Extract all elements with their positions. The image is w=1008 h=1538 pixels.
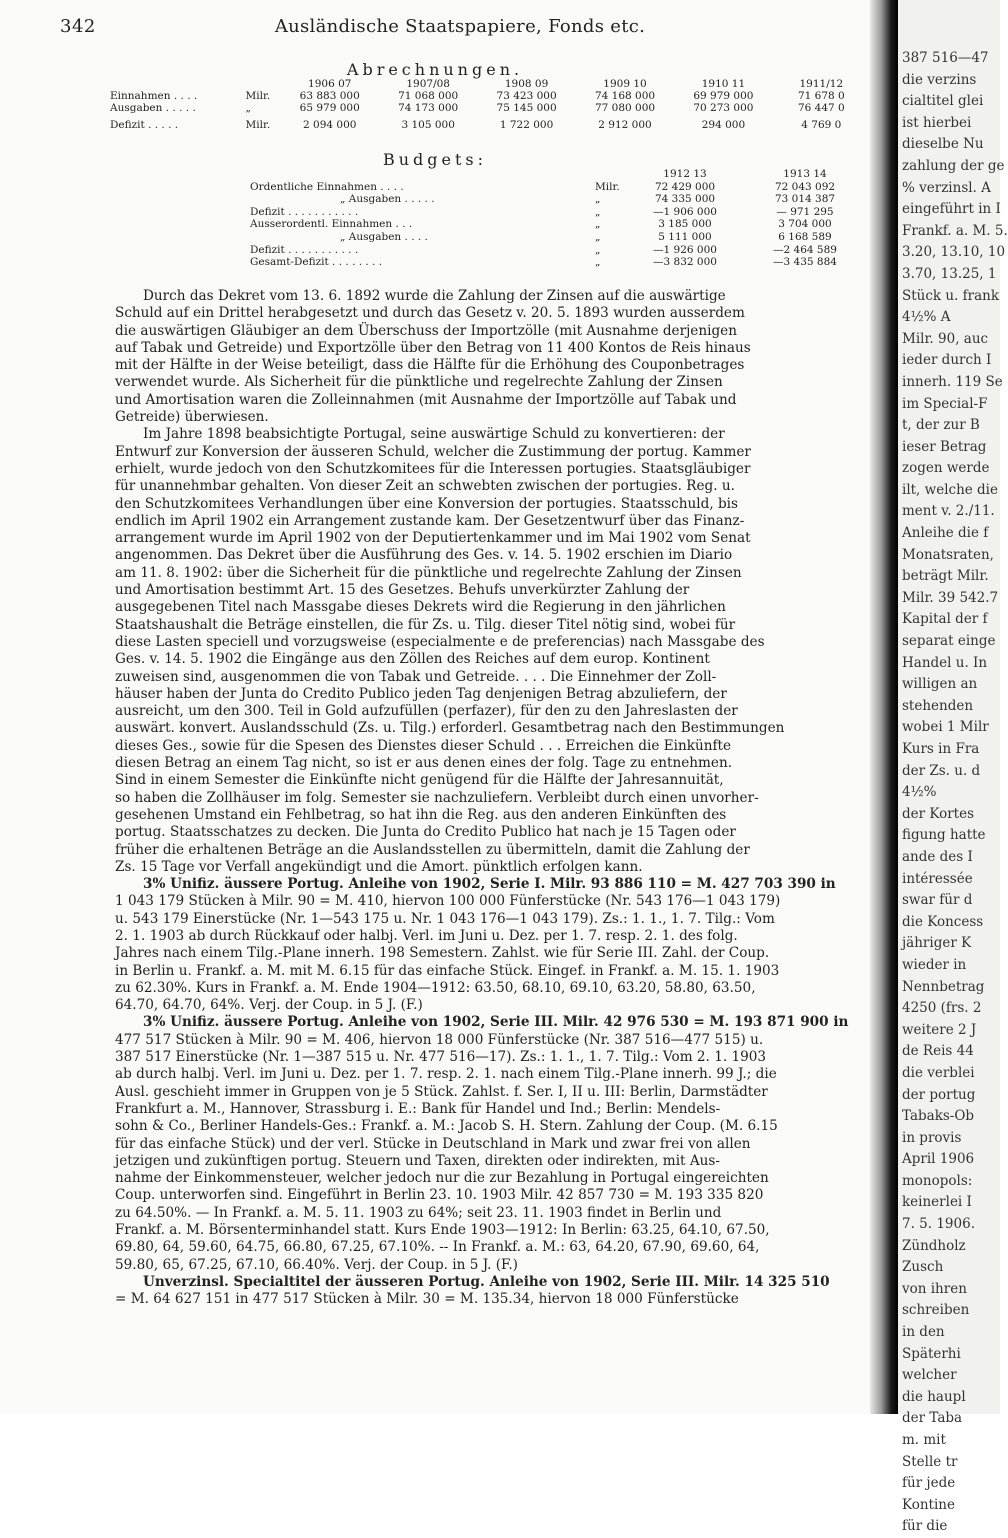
text-line: diese Lasten speciell und vorzugsweise (especialmente e de preferencias) nach Massgabe des	[115, 633, 765, 650]
edge-text-line: ilt, welche die	[902, 481, 998, 498]
row-label: Defizit . . . . . . . . . . .	[250, 243, 359, 256]
table-cell: 74 335 000	[654, 193, 716, 206]
text-line: Entwurf zur Konversion der äusseren Schuld, welcher die Zustimmung der portug. Kammer	[115, 443, 751, 460]
table-cell: 70 273 000	[693, 102, 754, 114]
edge-text-line: t, der zur B	[902, 417, 980, 434]
table-cell: —3 435 884	[773, 256, 837, 269]
row-unit: „	[595, 243, 601, 256]
edge-text-line: die haupl	[902, 1388, 966, 1405]
text-line: Coup. unterworfen sind. Eingeführt in Berlin 23. 10. 1903 Milr. 42 857 730 = M. 193 335 820	[115, 1187, 764, 1204]
row-label: „ Ausgaben . . . . .	[340, 193, 435, 206]
text-line: in Berlin u. Frankf. a. M. mit M. 6.15 für das einfache Stück. Eingef. in Frankf. a. M. 15. 1. 1903	[115, 962, 780, 979]
year-header: 1909 10	[603, 78, 647, 90]
table-cell: 294 000	[701, 119, 746, 131]
row-unit: „	[595, 193, 601, 206]
edge-text-line: ieser Betrag	[902, 438, 987, 455]
edge-text-line: wieder in	[902, 956, 967, 973]
edge-text-line: swar für d	[902, 892, 973, 909]
table-row	[250, 231, 865, 244]
table-header-row	[250, 168, 865, 181]
edge-text-line: innerh. 119 Se	[902, 373, 1003, 390]
header-spacer	[110, 78, 246, 90]
table-cell: —1 926 000	[653, 243, 717, 256]
table-cell: —1 906 000	[653, 205, 717, 218]
year-header: 1913 14	[783, 168, 827, 180]
edge-text-line: für jede	[902, 1475, 956, 1492]
body-text	[115, 288, 867, 1309]
row-unit: Milr.	[595, 180, 620, 193]
row-label: Defizit . . . . .	[110, 119, 179, 131]
text-line: auf Tabak und Getreide) und Exportzölle über den Betrag von 11 400 Kontos de Reis hinaus	[115, 339, 751, 356]
text-line: den Schutzkomitees Verhandlungen über eine Konversion der portugies. Staatsschuld, bis	[115, 495, 738, 512]
edge-text-line: der portug	[902, 1086, 976, 1103]
table-cell: 73 014 387	[774, 193, 836, 206]
text-line: angenommen. Das Dekret über die Ausführung des Ges. v. 14. 5. 1902 erschien im Diario	[115, 547, 733, 564]
text-line: 3% Unifiz. äussere Portug. Anleihe von 1902, Serie III. Milr. 42 976 530 = M. 193 871 900 in	[143, 1014, 849, 1031]
year-header: 1906 07	[308, 78, 352, 90]
table-cell: —3 832 000	[653, 256, 717, 269]
table-row	[250, 206, 865, 219]
table-cell: 74 173 000	[398, 102, 459, 114]
row-unit: „	[595, 218, 601, 231]
abrechnungen-table	[110, 78, 870, 131]
text-line: arrangement wurde im April 1902 von der Deputiertenkammer und im Mai 1902 vom Senat	[115, 530, 751, 547]
text-line: 64.70, 64.70, 64%. Verj. der Coup. in 5 J. (F.)	[115, 997, 423, 1014]
table-row	[250, 181, 865, 194]
table-cell: 75 145 000	[496, 102, 557, 114]
edge-text-line: ment v. 2./11.	[902, 503, 995, 520]
edge-text-line: die verblei	[902, 1064, 975, 1081]
text-line: Frankf. a. M. Börsenterminhandel statt. Kurs Ende 1903—1912: In Berlin: 63.25, 64.10, 67.50,	[115, 1222, 770, 1239]
edge-text-line: die verzins	[902, 71, 977, 88]
budgets-heading: Budgets:	[382, 150, 488, 169]
text-line: 1 043 179 Stücken à Milr. 90 = M. 410, hiervon 100 000 Fünferstücke (Nr. 543 176—1 043 179)	[115, 893, 781, 910]
table-cell: 3 105 000	[401, 119, 455, 131]
table-cell: 74 168 000	[594, 90, 656, 102]
edge-text-line: keinerlei I	[902, 1194, 972, 1211]
page-header	[60, 12, 860, 42]
text-line: so haben die Zollhäuser im folg. Semester sie nachzuliefern. Verbleibt durch einen unvorher-	[115, 789, 759, 806]
text-line: und Amortisation waren die Zolleinnahmen (mit Ausnahme der Importzölle auf Tabak und	[115, 391, 737, 408]
text-line: Ges. v. 14. 5. 1902 die Eingänge aus den Zöllen des Reiches auf dem europ. Kontinent	[115, 651, 710, 668]
text-line: Unverzinsl. Specialtitel der äusseren Portug. Anleihe von 1902, Serie III. Milr. 14 325 510	[143, 1273, 830, 1290]
row-unit: Milr.	[245, 90, 271, 102]
table-cell: 4 769 0	[801, 119, 842, 131]
text-line: ausgegebenen Titel nach Massgabe dieses Dekrets wird die Regierung in den jährlichen	[115, 599, 726, 616]
edge-text-line: Zusch	[902, 1259, 944, 1276]
edge-text-line: eingeführt in I	[902, 201, 1001, 218]
table-cell: 63 883 000	[299, 90, 360, 102]
edge-text-line: willigen an	[902, 676, 978, 693]
table-cell: 76 447 0	[797, 102, 845, 114]
edge-text-line: intéressée	[902, 870, 973, 887]
text-line: Durch das Dekret vom 13. 6. 1892 wurde die Zahlung der Zinsen auf die auswärtige	[143, 288, 726, 304]
table-row	[110, 90, 870, 102]
table-cell: —2 464 589	[773, 243, 837, 256]
text-line: verwendet wurde. Als Sicherheit für die pünktliche und regelrechte Zahlung der Zinsen	[115, 374, 723, 391]
table-cell: 1 722 000	[499, 119, 554, 131]
table-cell: 2 094 000	[303, 119, 357, 131]
text-line: Jahres nach einem Tilg.-Plane innerh. 198 Semestern. Zahlst. wie für Serie III. Zahl. der Coup.	[115, 945, 770, 962]
row-label: Ordentliche Einnahmen . . . .	[250, 180, 404, 193]
edge-text-line: Kurs in Fra	[902, 741, 980, 757]
table-cell: 2 912 000	[598, 119, 652, 131]
row-unit: „	[595, 230, 601, 243]
text-line: die auswärtigen Gläubiger an dem Überschuss der Importzölle (mit Ausnahme derjenigen	[115, 322, 737, 339]
row-unit: Milr.	[245, 119, 271, 131]
row-label: „ Ausgaben . . . .	[340, 230, 428, 243]
text-line: auswärt. konvert. Auslandsschuld (Zs. u. Tilg.) erforderl. Gesamtbetrag nach den Bestimmungen	[115, 720, 785, 737]
edge-text-line: dieselbe Nu	[902, 136, 984, 153]
edge-text-line: 4½%	[902, 784, 937, 801]
header-spacer	[595, 168, 625, 181]
edge-text-line: 387 516—47	[902, 50, 989, 66]
text-line: Ausl. geschieht immer in Gruppen von je 5 Stück. Zahlst. f. Ser. I, II u. III: Berlin, Darmstädter	[115, 1083, 768, 1100]
edge-text-line: Zündholz	[902, 1237, 966, 1254]
row-label: Einnahmen . . . .	[110, 90, 198, 102]
edge-text-line: zahlung der ge	[902, 157, 1005, 174]
text-line: nahme der Einkommensteuer, welcher jedoch nur die zur Bezahlung in Portugal eingereichten	[115, 1170, 769, 1187]
edge-text-line: Späterhi	[902, 1345, 961, 1362]
year-header: 1908 09	[504, 78, 549, 90]
edge-text-line: der Zs. u. d	[902, 762, 981, 779]
text-line: zu 64.50%. — In Frankf. a. M. 5. 11. 1903 zu 64%; seit 23. 11. 1903 findet in Berlin und	[115, 1204, 722, 1221]
edge-text-line: schreiben	[902, 1302, 970, 1319]
abrechnungen-heading: Abrechnungen.	[346, 60, 524, 79]
edge-text-line: Frankf. a. M. 5.	[902, 222, 1008, 239]
row-label: Ausserordentl. Einnahmen . . .	[250, 218, 413, 231]
budgets-table	[250, 168, 865, 269]
edge-text-line: wobei 1 Milr	[902, 719, 989, 736]
table-cell: 5 111 000	[658, 230, 712, 243]
edge-text-line: in den	[902, 1324, 945, 1341]
table-cell: 72 043 092	[774, 180, 836, 193]
edge-text-line: Stelle tr	[902, 1453, 958, 1470]
year-header: 1912 13	[663, 168, 707, 180]
edge-text-line: ieder durch I	[902, 352, 992, 369]
table-row	[110, 114, 870, 131]
facing-page-text	[902, 48, 1008, 1538]
row-label: Gesamt-Defizit . . . . . . . .	[250, 256, 383, 269]
edge-text-line: % verzinsl. A	[902, 179, 991, 196]
edge-text-line: 3.20, 13.10, 10	[902, 244, 1006, 261]
edge-text-line: in provis	[902, 1129, 962, 1146]
edge-text-line: zogen werde	[902, 460, 990, 477]
table-cell: 69 979 000	[693, 90, 754, 102]
edge-text-line: de Reis 44	[902, 1043, 974, 1060]
year-header: 1910 11	[701, 78, 746, 90]
table-cell: 73 423 000	[496, 90, 557, 102]
edge-text-line: cialtitel glei	[902, 93, 984, 110]
row-unit: „	[595, 205, 601, 218]
edge-text-line: Nennbetrag	[902, 978, 985, 995]
edge-text-line: 3.70, 13.25, 1	[902, 265, 997, 282]
table-row	[250, 218, 865, 231]
table-row	[110, 102, 870, 114]
text-line: ausreicht, um den 300. Teil in Gold aufzufüllen (perfazer), für den zu den Jahreslasten der	[115, 703, 738, 720]
edge-text-line: separat einge	[902, 633, 996, 650]
text-line: 3% Unifiz. äussere Portug. Anleihe von 1902, Serie I. Milr. 93 886 110 = M. 427 703 390 in	[143, 876, 836, 893]
text-line: Im Jahre 1898 beabsichtigte Portugal, seine auswärtige Schuld zu konvertieren: der	[143, 426, 725, 443]
text-line: 387 517 Einerstücke (Nr. 1—387 515 u. Nr. 477 516—17). Zs.: 1. 1., 1. 7. Tilg.: Vom 2. 1. 1903	[115, 1049, 767, 1066]
edge-text-line: Milr. 90, auc	[902, 330, 989, 347]
table-cell: 72 429 000	[654, 180, 716, 193]
text-line: 477 517 Stücken à Milr. 90 = M. 406, hiervon 18 000 Fünferstücke (Nr. 387 516—477 515) u.	[115, 1031, 764, 1048]
text-line: = M. 64 627 151 in 477 517 Stücken à Milr. 30 = M. 135.34, hiervon 18 000 Fünferstücke	[115, 1291, 739, 1308]
facing-page-edge	[898, 0, 1008, 1535]
text-line: Zs. 15 Tage vor Verfall angekündigt und die Amort. pünktlich erfolgen kann.	[115, 858, 643, 875]
edge-text-line: Milr. 39 542.7	[902, 589, 999, 606]
text-line: Frankfurt a. M., Hannover, Strassburg i. E.: Bank für Handel und Ind.; Berlin: Mendels-	[115, 1100, 721, 1117]
year-header: 1907/08	[406, 78, 450, 90]
table-row	[250, 256, 865, 269]
table-cell: 71 068 000	[398, 90, 459, 102]
text-line: am 11. 8. 1902: über die Sicherheit für die pünktliche und regelrechte Zahlung der Zinsen	[115, 564, 742, 581]
text-line: 2. 1. 1903 ab durch Rückkauf oder halbj. Verl. im Juni u. Dez. per 1. 7. resp. 2. 1. des folg.	[115, 927, 738, 944]
text-line: endlich im April 1902 ein Arrangement zustande kam. Der Gesetzentwurf über das Finanz-	[115, 512, 745, 529]
text-line: für unannehmbar gehalten. Von dieser Zeit an schwebten zwischen der portugies. Reg. u.	[115, 478, 735, 495]
edge-text-line: ist hierbei	[902, 114, 972, 131]
edge-text-line: April 1906	[902, 1151, 975, 1168]
text-line: jetzigen und zukünftigen portug. Steuern und Taxen, direkten oder indirekten, mit Aus-	[115, 1152, 720, 1169]
edge-text-line: figung hatte	[902, 827, 986, 844]
text-line: Sind in einem Semester die Einkünfte nicht genügend für die Hälfte der Jahresannuität,	[115, 772, 724, 789]
table-row	[250, 244, 865, 257]
page-number: 342	[60, 16, 96, 37]
table-cell: 71 678 0	[797, 90, 845, 102]
edge-text-line: ande des I	[902, 848, 973, 865]
text-line: 59.80, 65, 67.25, 67.10, 66.40%. Verj. der Coup. in 5 J. (F.)	[115, 1256, 518, 1273]
edge-text-line: Tabaks-Ob	[902, 1108, 975, 1125]
row-label: Defizit . . . . . . . . . . .	[250, 205, 359, 218]
text-line: Schuld auf ein Drittel herabgesetzt und durch das Gesetz v. 20. 5. 1893 wurden ausserdem	[115, 305, 745, 322]
text-line: früher die erhaltenen Beträge an die Auslandsstellen zu übermitteln, damit die Zahlung der	[115, 841, 750, 858]
edge-text-line: 4½% A	[902, 309, 951, 326]
edge-text-line: Kapital der f	[902, 611, 988, 628]
edge-text-line: die Koncess	[902, 913, 984, 930]
edge-text-line: 4250 (frs. 2	[902, 1000, 982, 1017]
edge-text-line: m. mit	[902, 1432, 946, 1448]
header-spacer	[246, 78, 281, 90]
row-unit: „	[595, 256, 601, 269]
text-line: Getreide) überwiesen.	[115, 409, 269, 426]
text-line: zu 62.30%. Kurs in Frankf. a. M. Ende 1904—1912: 63.50, 68.10, 69.10, 63.20, 58.80, 63.50,	[115, 979, 756, 996]
running-title: Ausländische Staatspapiere, Fonds etc.	[274, 16, 646, 37]
edge-text-line: monopols:	[902, 1172, 973, 1189]
edge-text-line: Kontine	[902, 1496, 955, 1513]
text-line: diesen Betrag an einem Tag nicht, so ist er aus denen eines der folg. Tage zu entnehmen.	[115, 755, 733, 772]
edge-text-line: beträgt Milr.	[902, 568, 989, 585]
table-cell: 65 979 000	[299, 102, 360, 114]
table-cell: 77 080 000	[594, 102, 656, 114]
text-line: ab durch halbj. Verl. im Juni u. Dez. per 1. 7. resp. 2. 1. nach einem Tilg.-Plane innerh. 99 J.; die	[115, 1066, 777, 1083]
edge-text-line: im Special-F	[902, 395, 988, 412]
edge-text-line: 7. 5. 1906.	[902, 1216, 975, 1233]
text-line: für das einfache Stück) und der verl. Stücke in Deutschland in Mark und zwar frei von allen	[115, 1135, 751, 1152]
edge-text-line: der Kortes	[902, 805, 975, 822]
text-line: Staatshaushalt die Beträge einstellen, die für Zs. u. Tilg. dieser Titel nötig sind, wobei für	[115, 616, 736, 633]
book-gutter	[870, 0, 898, 1414]
text-line: und Amortisation bestimmt Art. 15 des Gesetzes. Behufs unverkürzter Zahlung der	[115, 582, 690, 599]
edge-text-line: weitere 2 J	[902, 1021, 977, 1038]
text-line: mit der Hälfte in der Weise beteiligt, dass die Hälfte für die Erhöhung des Couponbetrages	[115, 357, 745, 374]
edge-text-line: Handel u. In	[902, 654, 988, 671]
edge-text-line: von ihren	[902, 1280, 967, 1297]
table-cell: 6 168 589	[778, 230, 832, 243]
edge-text-line: Anleihe die f	[902, 525, 989, 542]
text-line: dieses Ges., sowie für die Spesen des Dienstes dieser Schuld . . . Erreichen die Einkünfte	[115, 737, 732, 754]
edge-text-line: der Taba	[902, 1410, 963, 1427]
text-line: gesehenen Umstand ein Fehlbetrag, so hat ihn die Reg. aus den anderen Einkünften des	[115, 806, 727, 823]
text-line: erhielt, wurde jedoch von den Schutzkomitees für die Interessen portugies. Staatsgläubiger	[115, 460, 751, 477]
year-header: 1911/12	[799, 78, 844, 90]
edge-text-line: Stück u. frank	[902, 287, 1000, 304]
text-line: portug. Staatsschatzes zu decken. Die Junta do Credito Publico hat nach je 15 Tagen oder	[115, 824, 736, 841]
table-cell: — 971 295	[776, 205, 834, 218]
table-cell: 3 704 000	[778, 218, 832, 231]
text-line: u. 543 179 Einerstücke (Nr. 1—543 175 u. Nr. 1 043 176—1 043 179). Zs.: 1. 1., 1. 7. Tilg.: Vom	[115, 910, 775, 927]
edge-text-line: für die	[902, 1518, 948, 1535]
text-line: 69.80, 64, 59.60, 64.75, 66.80, 67.25, 67.10%. -- In Frankf. a. M.: 63, 64.20, 67.90, 69.60, 64,	[115, 1239, 760, 1256]
text-line: sohn & Co., Berliner Handels-Ges.: Frankf. a. M.: Jacob S. H. Stern. Zahlung der Coup. (M. 6.15	[115, 1118, 778, 1135]
text-line: zuweisen sind, ausgenommen die von Tabak und Getreide. . . . Die Einnehmer der Zoll-	[115, 668, 717, 685]
row-unit: „	[245, 102, 251, 114]
edge-text-line: stehenden	[902, 697, 974, 714]
text-line: häuser haben der Junta do Credito Publico jeden Tag denjenigen Betrag abzuliefern, der	[115, 685, 727, 702]
table-cell: 3 185 000	[658, 218, 712, 231]
edge-text-line: jähriger K	[902, 935, 972, 952]
table-header-row	[110, 78, 870, 90]
table-row	[250, 193, 865, 206]
header-spacer	[250, 168, 595, 181]
edge-text-line: Monatsraten,	[902, 546, 994, 563]
row-label: Ausgaben . . . . .	[110, 102, 196, 114]
edge-text-line: welcher	[902, 1367, 957, 1384]
